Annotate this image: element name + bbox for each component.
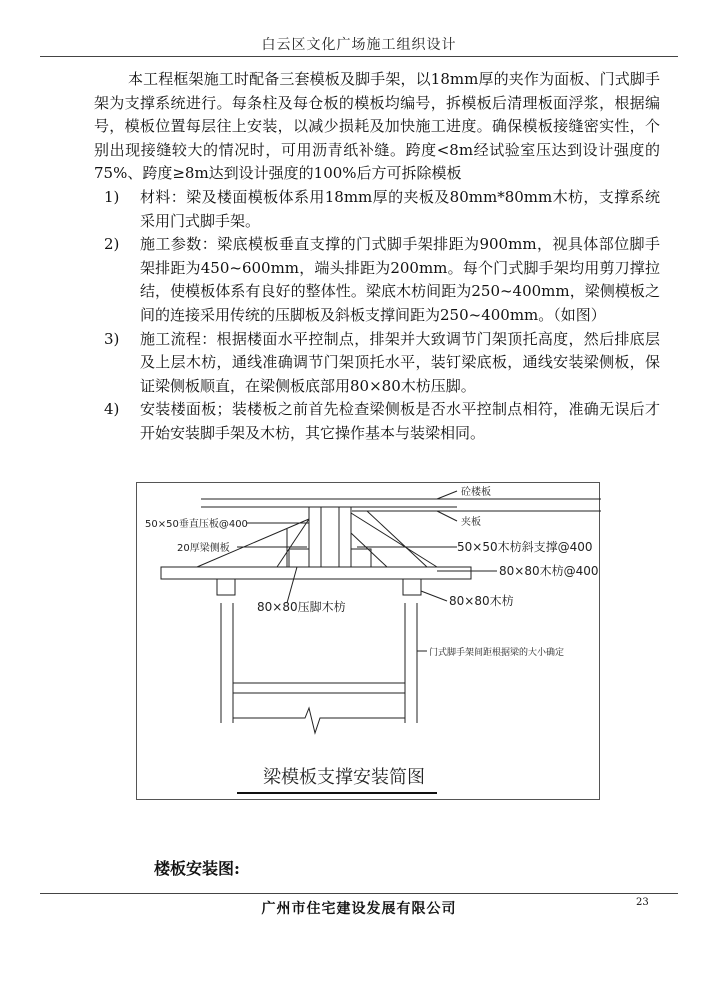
footer-rule (40, 893, 678, 894)
page-number: 23 (636, 897, 649, 908)
brace-right-1 (351, 513, 437, 567)
item-number: 3) (104, 329, 120, 348)
label-top-wood: 50×50垂直压板@400 (145, 519, 248, 530)
leader-press-foot (287, 567, 297, 603)
label-bottom-wood: 80×80木枋@400 (499, 564, 599, 578)
figure-caption: 梁模板支撑安装简图 (263, 767, 425, 788)
label-brace: 50×50木枋斜支撑@400 (457, 540, 593, 554)
beam-bottom-board (161, 567, 471, 579)
leader-wood-80 (421, 591, 447, 601)
item-text: 施工参数：梁底模板垂直支撑的门式脚手架排距为900mm，视具体部位脚手架排距为450~600mm，端头排距为200mm。每个门式脚手架均用剪刀撑拉结，使模板体系有良好的整体性。梁底木枋间距为250~400mm，梁侧模板之间的连接采用传统的压脚板及斜板支撑间距为250~400mm。（如图） (140, 235, 660, 324)
formwork-drawing (137, 483, 601, 801)
wood-80-left (217, 579, 235, 595)
press-foot-right (351, 549, 371, 567)
footer-company: 广州市住宅建设发展有限公司 (261, 901, 457, 917)
press-foot-left (289, 549, 309, 567)
list-item (94, 233, 660, 327)
step-list (94, 186, 660, 446)
break-line (233, 708, 405, 733)
item-number: 1) (104, 187, 120, 206)
label-slab: 砼楼板 (461, 487, 491, 498)
brace-right-3 (367, 511, 427, 567)
item-text: 施工流程：根据楼面水平控制点，排架并大致调节门架顶托高度，然后排底层及上层木枋，通线准确调节门架顶托水平，装钉梁底板，通线安装梁侧板，保证梁侧板顺直，在梁侧板底部用80×80木枋压脚。 (140, 329, 660, 395)
header-rule (40, 56, 678, 57)
list-item (94, 186, 660, 233)
leader-board (437, 511, 457, 521)
label-board: 夹板 (461, 517, 481, 528)
item-number: 4) (104, 400, 120, 419)
beam-formwork-figure (136, 482, 600, 800)
list-item (94, 328, 660, 399)
page-header: 白云区文化广场施工组织设计 (261, 37, 457, 53)
item-number: 2) (104, 235, 120, 254)
label-scaffold-note: 门式脚手架间距根据梁的大小确定 (429, 648, 565, 658)
leader-slab (437, 491, 457, 499)
beam-side-right (339, 507, 351, 567)
item-text: 安装楼面板；装楼板之前首先检查梁侧板是否水平控制点相符，准确无误后才开始安装脚手架及木枋，其它操作基本与装梁相同。 (140, 400, 660, 442)
slab-install-heading: 楼板安装图: (154, 859, 240, 878)
label-side-board: 20厚梁侧板 (177, 543, 230, 554)
list-item (94, 398, 660, 445)
label-press-foot: 80×80压脚木枋 (257, 600, 346, 614)
intro-paragraph: 本工程框架施工时配备三套模板及脚手架，以18mm厚的夹作为面板、门式脚手架为支撑系统进行。每条柱及每仓板的模板均编号，拆模板后清理板面浮浆，根据编号，模板位置每层往上安装，以减少损耗及加快施工进度。确保模板接缝密实性，个别出现接缝较大的情况时，可用沥青纸补缝。跨度<8m经试验室压达到设计强度的75%、跨度≥8m达到设计强度的100%后方可拆除模板 (94, 70, 660, 183)
brace-right-2 (351, 533, 387, 567)
wood-80-right (403, 579, 421, 595)
item-text: 材料：梁及楼面模板体系用18mm厚的夹板及80mm*80mm木枋，支撑系统采用门式脚手架。 (140, 187, 660, 230)
body-text (94, 68, 660, 446)
beam-side-left (309, 507, 321, 567)
label-wood-80: 80×80木枋 (449, 594, 514, 608)
